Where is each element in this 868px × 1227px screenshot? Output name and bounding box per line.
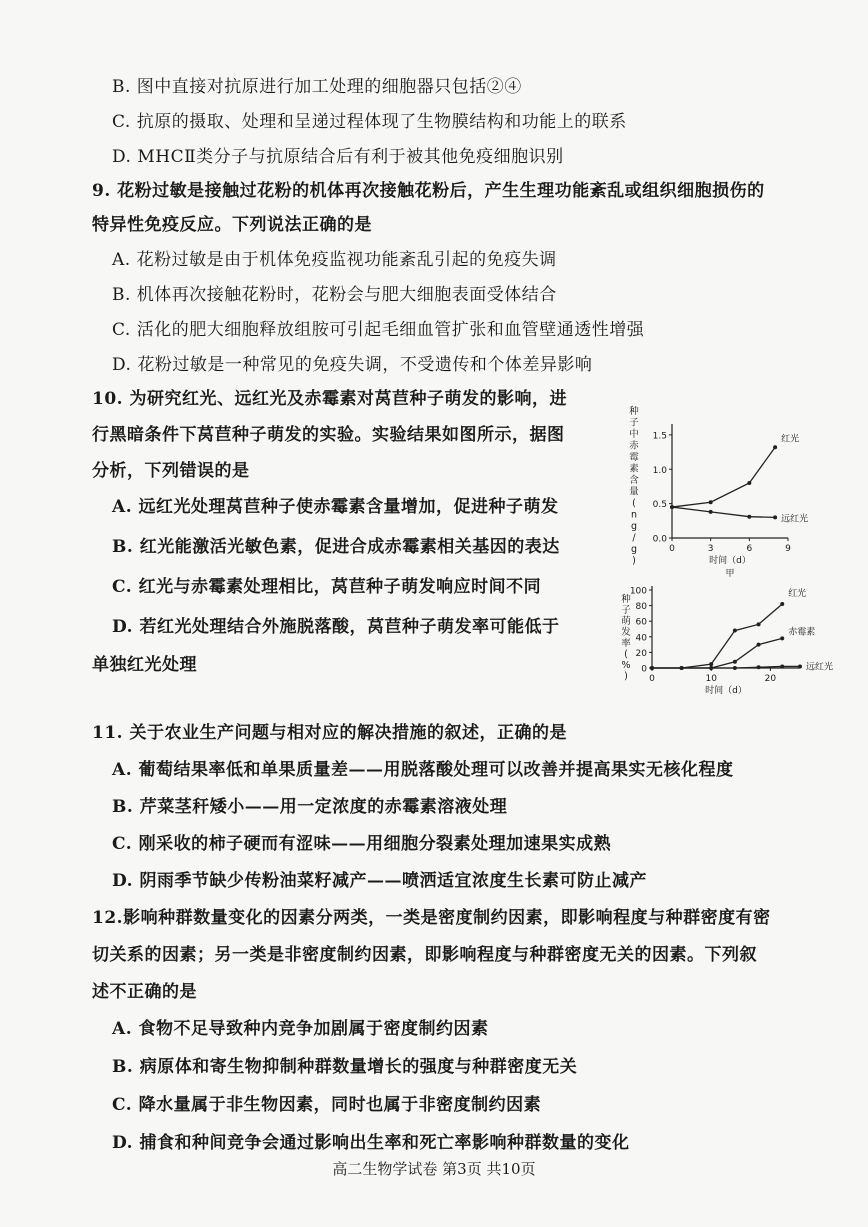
q12-option-d: D. 捕食和种间竞争会通过影响出生率和死亡率影响种群数量的变化: [112, 1133, 630, 1153]
q9-option-a: A. 花粉过敏是由于机体免疫监视功能紊乱引起的免疫失调: [112, 250, 557, 270]
y-axis-label-char: 种: [621, 594, 631, 605]
series-label: 远红光: [806, 662, 834, 673]
y-axis-label-char: ): [632, 555, 636, 567]
q8-option-b: B. 图中直接对抗原进行加工处理的细胞器只包括②④: [112, 77, 522, 97]
y-axis-label-char: %: [621, 660, 631, 671]
y-tick-label: 1.5: [652, 431, 667, 442]
x-tick-label: 20: [764, 674, 777, 684]
y-tick-label: 40: [635, 633, 647, 644]
data-point: [709, 662, 713, 666]
y-axis-label-char: 赤: [629, 440, 639, 452]
data-point: [780, 664, 784, 668]
series-label: 红光: [788, 589, 807, 600]
data-point: [733, 629, 737, 633]
data-point: [773, 445, 777, 449]
series-label: 红光: [781, 434, 800, 445]
q8-option-d: D. MHCⅡ类分子与抗原结合后有利于被其他免疫细胞识别: [112, 147, 564, 167]
chart-caption: 甲: [725, 569, 735, 579]
q11-option-c: C. 刚采收的柿子硬而有涩味——用细胞分裂素处理加速果实成熟: [112, 834, 612, 854]
data-point: [733, 660, 737, 664]
series-line: [672, 447, 775, 507]
x-tick-label: 6: [746, 544, 753, 554]
y-axis-label-char: 率: [621, 638, 631, 649]
y-axis-label-char: n: [630, 509, 638, 521]
q12-stem-line2: 切关系的因素；另一类是非密度制约因素，即影响程度与种群密度无关的因素。下列叙: [92, 945, 757, 965]
data-point: [680, 666, 684, 670]
y-tick-label: 0: [641, 664, 647, 675]
page-footer: 高二生物学试卷 第3页 共10页: [332, 1160, 536, 1178]
data-point: [773, 515, 777, 519]
series-line: [652, 638, 782, 668]
y-axis-label-char: (: [624, 649, 628, 660]
q9-option-c: C. 活化的肥大细胞释放组胺可引起毛细血管扩张和血管壁通透性增强: [112, 320, 645, 340]
gibberellin-chart: [622, 400, 822, 580]
data-point: [709, 500, 713, 504]
y-tick-label: 1.0: [652, 465, 667, 476]
y-tick-label: 20: [635, 648, 647, 659]
q9-option-d: D. 花粉过敏是一种常见的免疫失调，不受遗传和个体差异影响: [112, 355, 593, 375]
y-tick-label: 0.0: [652, 534, 667, 545]
q11-option-a: A. 葡萄结果率低和单果质量差——用脱落酸处理可以改善并提高果实无核化程度: [112, 760, 734, 780]
series-line: [652, 604, 782, 668]
y-axis-label-char: g: [630, 544, 638, 555]
data-point: [709, 666, 713, 670]
series-label: 赤霉素: [788, 627, 816, 638]
q9-stem-line1: 9. 花粉过敏是接触过花粉的机体再次接触花粉后，产生生理功能紊乱或组织细胞损伤的: [92, 181, 765, 201]
q10-stem-line1: 10. 为研究红光、远红光及赤霉素对莴苣种子萌发的影响，进: [92, 389, 567, 409]
data-point: [733, 666, 737, 670]
q12-option-c: C. 降水量属于非生物因素，同时也属于非密度制约因素: [112, 1095, 542, 1115]
y-tick-label: 80: [635, 602, 647, 613]
y-axis-label-char: 霉: [629, 452, 639, 463]
q10-option-c: C. 红光与赤霉素处理相比，莴苣种子萌发响应时间不同: [112, 577, 542, 597]
data-point: [757, 622, 761, 626]
y-axis-label-char: 发: [621, 627, 631, 638]
data-point: [798, 664, 802, 668]
data-point: [757, 643, 761, 647]
y-axis-label-char: 含: [629, 475, 639, 486]
q9-stem-line2: 特异性免疫反应。下列说法正确的是: [92, 215, 372, 235]
y-tick-label: 100: [629, 586, 647, 597]
data-point: [747, 515, 751, 519]
x-axis-label: 时间（d）: [705, 686, 747, 696]
q9-option-b: B. 机体再次接触花粉时，花粉会与肥大细胞表面受体结合: [112, 285, 557, 305]
data-point: [780, 636, 784, 640]
q12-option-b: B. 病原体和寄生物抑制种群数量增长的强度与种群密度无关: [112, 1057, 578, 1077]
q11-option-b: B. 芹菜茎秆矮小——用一定浓度的赤霉素溶液处理: [112, 797, 508, 817]
y-tick-label: 60: [635, 617, 647, 628]
y-tick-label: 0.5: [652, 500, 667, 511]
q10-stem-line2: 行黑暗条件下莴苣种子萌发的实验。实验结果如图所示，据图: [92, 425, 565, 445]
x-axis-label: 时间（d）: [709, 556, 751, 566]
y-axis-label-char: 种: [629, 406, 639, 417]
q8-option-c: C. 抗原的摄取、处理和呈递过程体现了生物膜结构和功能上的联系: [112, 112, 627, 132]
series-label: 远红光: [781, 514, 809, 525]
y-axis-label-char: 量: [629, 486, 639, 498]
x-tick-label: 0: [649, 674, 655, 684]
y-axis-label-char: (: [632, 498, 636, 509]
q12-stem-line3: 述不正确的是: [92, 982, 197, 1002]
q12-stem-line1: 12.影响种群数量变化的因素分两类，一类是密度制约因素，即影响程度与种群密度有密: [92, 908, 771, 928]
q10-option-d-line1: D. 若红光处理结合外施脱落酸，莴苣种子萌发率可能低于: [112, 617, 560, 637]
x-tick-label: 10: [705, 674, 717, 684]
q10-option-d-line2: 单独红光处理: [92, 655, 197, 675]
y-axis-label-char: 中: [629, 429, 639, 440]
q11-stem: 11. 关于农业生产问题与相对应的解决措施的叙述，正确的是: [92, 723, 567, 743]
y-axis-label-char: ): [624, 671, 628, 682]
q11-option-d: D. 阴雨季节缺少传粉油菜籽减产——喷洒适宜浓度生长素可防止减产: [112, 871, 647, 891]
data-point: [709, 510, 713, 514]
y-axis-label-char: g: [630, 521, 638, 532]
x-tick-label: 3: [707, 544, 714, 554]
y-axis-label-char: 素: [629, 463, 639, 475]
series-line: [672, 507, 775, 517]
x-tick-label: 0: [669, 544, 675, 554]
data-point: [670, 505, 674, 509]
x-tick-label: 9: [785, 544, 791, 554]
y-axis-label-char: 子: [629, 417, 639, 429]
q10-option-a: A. 远红光处理莴苣种子使赤霉素含量增加，促进种子萌发: [112, 497, 559, 517]
y-axis-label-char: /: [632, 532, 636, 544]
q10-stem-line3: 分析，下列错误的是: [92, 461, 250, 481]
data-point: [650, 666, 654, 670]
q10-option-b: B. 红光能激活光敏色素，促进合成赤霉素相关基因的表达: [112, 537, 560, 557]
q12-option-a: A. 食物不足导致种内竞争加剧属于密度制约因素: [112, 1019, 489, 1039]
germination-chart: [612, 582, 837, 712]
y-axis-label-char: 萌: [621, 616, 631, 627]
data-point: [747, 481, 751, 485]
y-axis-label-char: 子: [621, 605, 631, 616]
data-point: [757, 665, 761, 669]
data-point: [780, 602, 784, 606]
